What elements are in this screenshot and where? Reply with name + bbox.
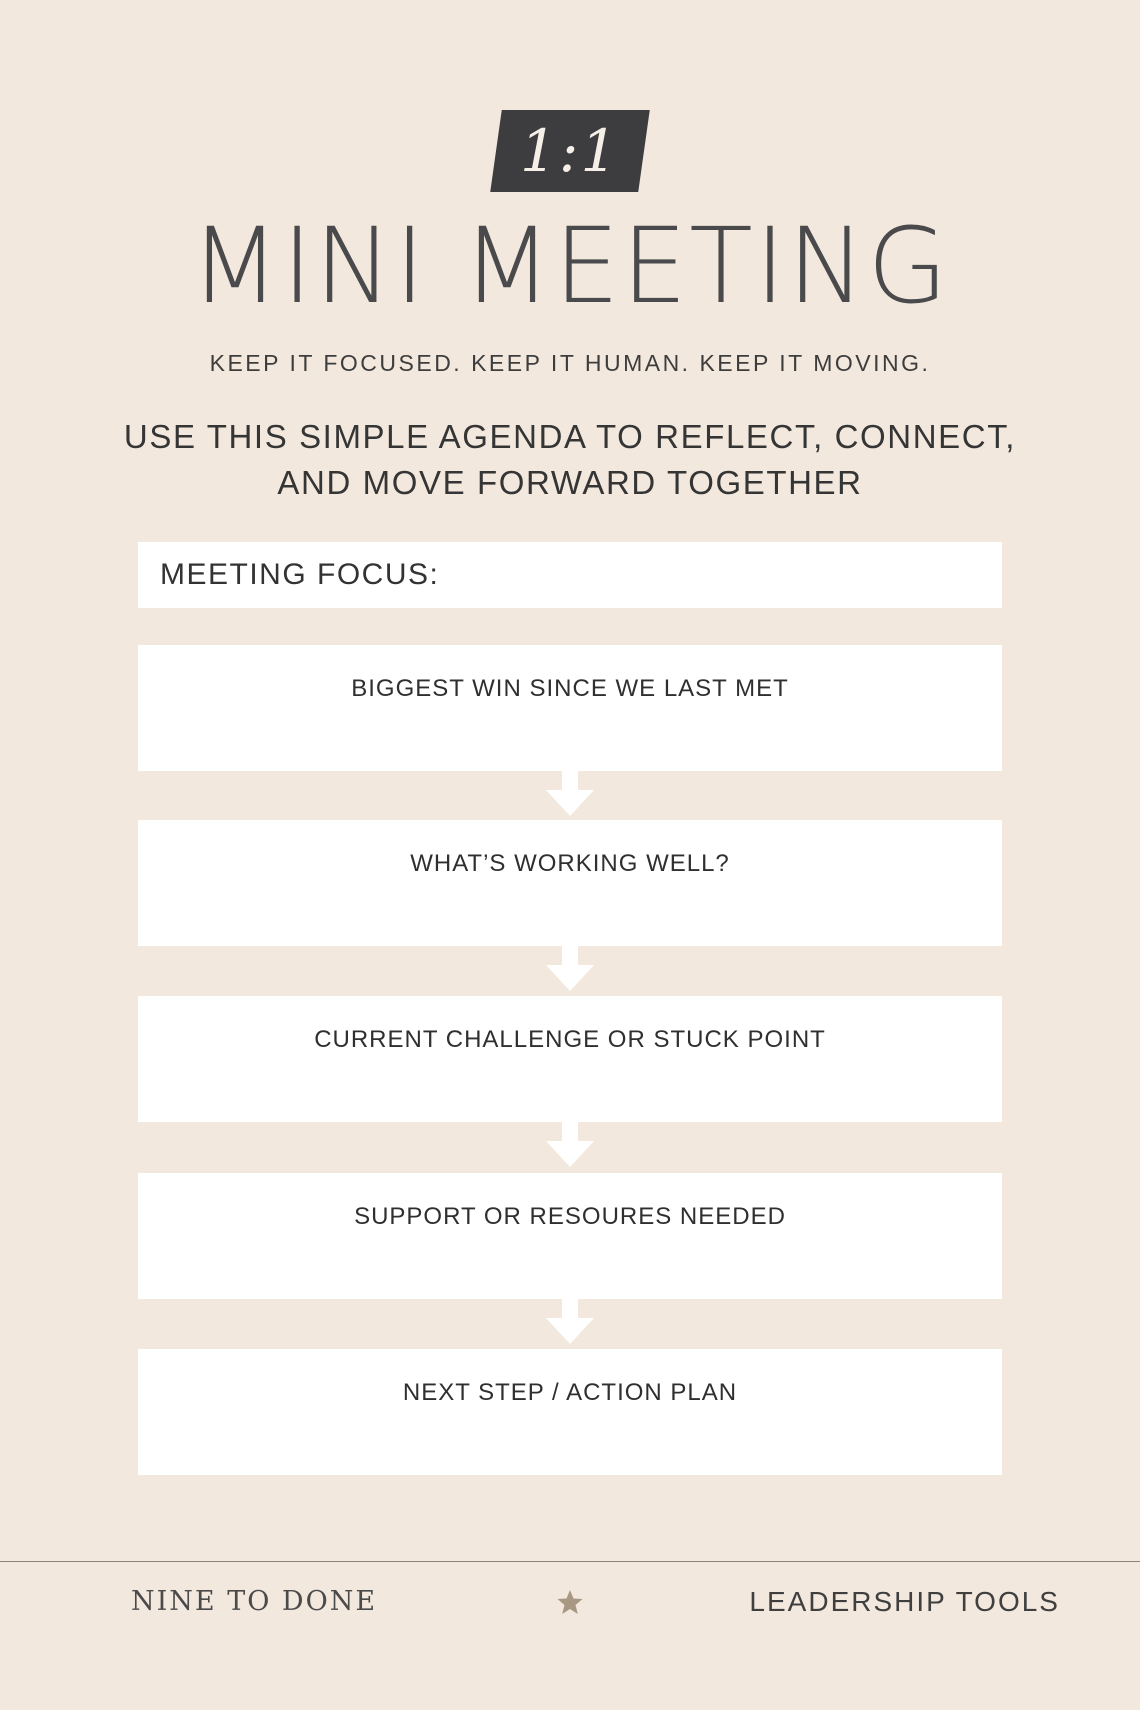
agenda-step-label: CURRENT CHALLENGE OR STUCK POINT: [314, 1026, 826, 1053]
intro-text: [100, 414, 1040, 506]
agenda-step-box[interactable]: [138, 1173, 1002, 1299]
agenda-step-label: NEXT STEP / ACTION PLAN: [402, 1379, 738, 1406]
agenda-step-label: WHAT’S WORKING WELL?: [410, 850, 730, 877]
agenda-step-label: SUPPORT OR RESOURES NEEDED: [354, 1203, 786, 1230]
meeting-focus-label: MEETING FOCUS:: [160, 558, 440, 591]
one-on-one-badge: [490, 110, 650, 192]
agenda-step-box[interactable]: [138, 645, 1002, 771]
intro-line-1: USE THIS SIMPLE AGENDA TO REFLECT, CONNECT,: [123, 418, 1017, 455]
down-arrow-icon: [546, 1121, 594, 1167]
footer-brand: NINE TO DONE: [131, 1586, 378, 1617]
badge-text: 1:1: [520, 117, 620, 185]
agenda-step-label: BIGGEST WIN SINCE WE LAST MET: [351, 675, 789, 702]
meeting-focus-field[interactable]: [138, 542, 1002, 608]
down-arrow-icon: [546, 1298, 594, 1344]
footer-category: LEADERSHIP TOOLS: [749, 1586, 1060, 1617]
down-arrow-icon: [546, 770, 594, 816]
agenda-step-box[interactable]: [138, 820, 1002, 946]
page-title: MINI MEETING: [190, 205, 950, 327]
tagline: KEEP IT FOCUSED. KEEP IT HUMAN. KEEP IT MOVING.: [209, 350, 931, 376]
down-arrow-icon: [546, 945, 594, 991]
footer-divider: [0, 1561, 1140, 1562]
intro-line-2: AND MOVE FORWARD TOGETHER: [277, 464, 863, 501]
agenda-step-box[interactable]: [138, 1349, 1002, 1475]
star-icon: [556, 1588, 584, 1616]
agenda-step-box[interactable]: [138, 996, 1002, 1122]
